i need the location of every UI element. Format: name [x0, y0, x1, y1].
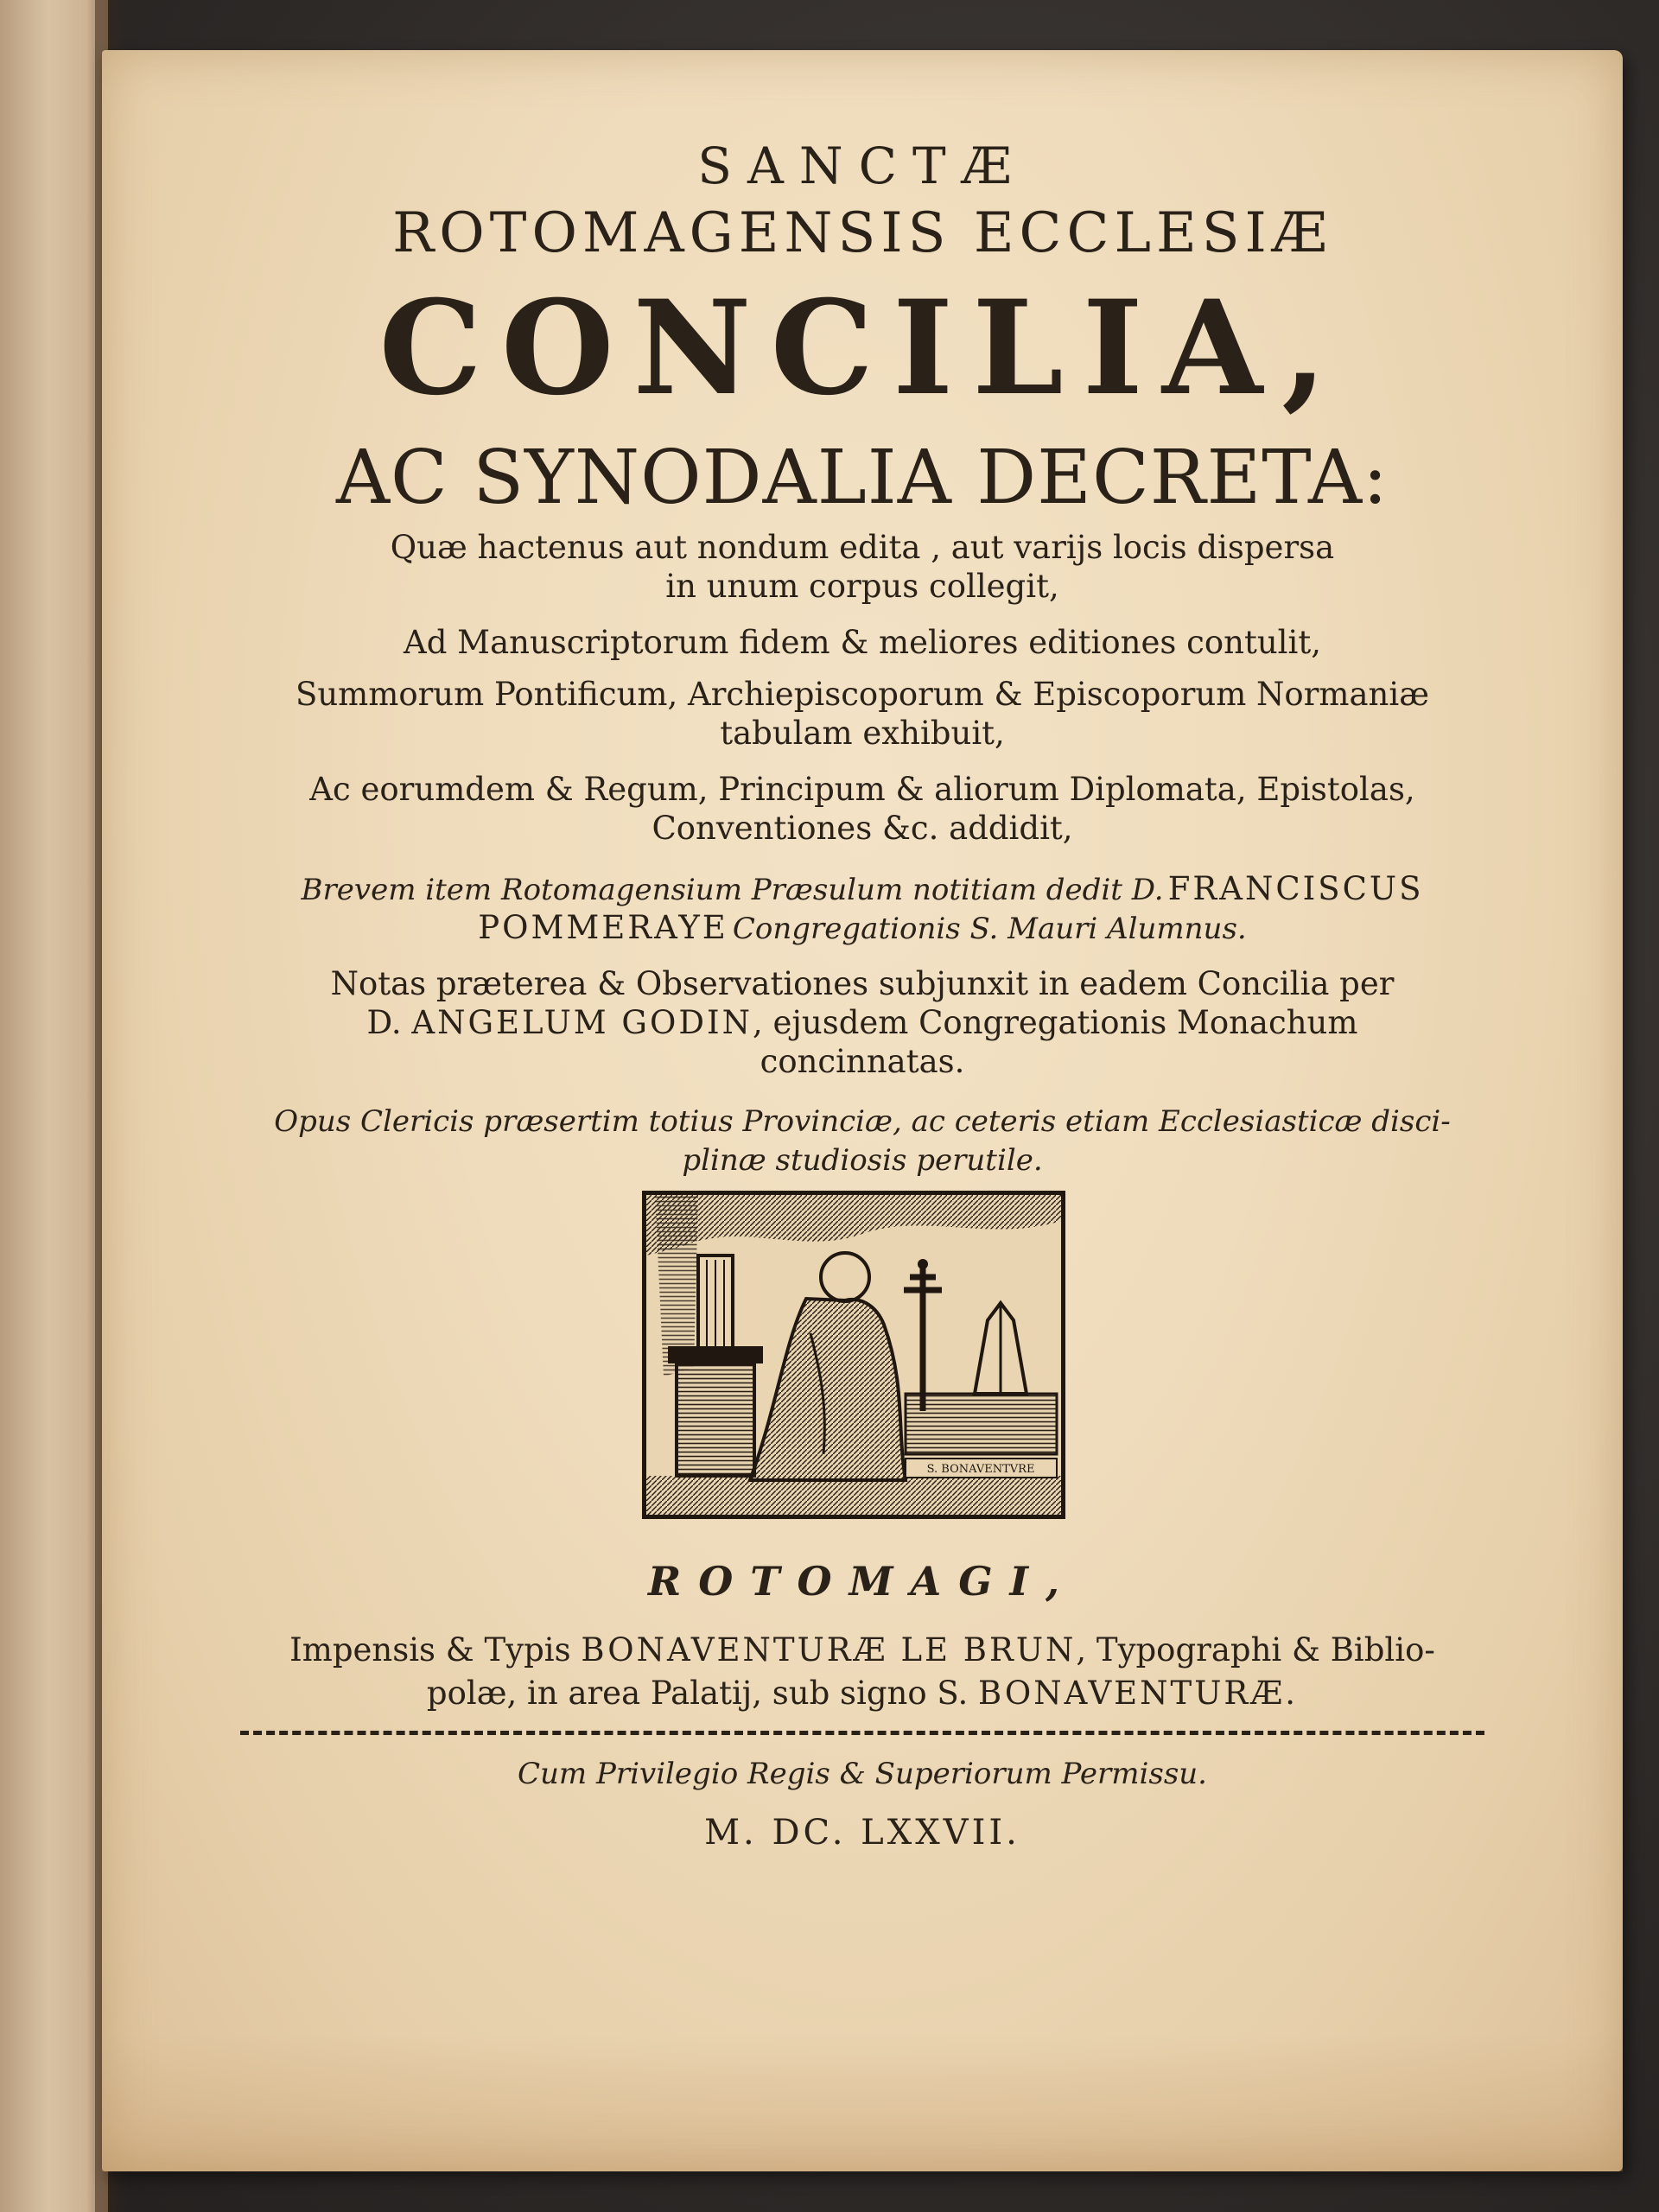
author-line-1-italic: Brevem item Rotomagensium Præsulum notitiam dedit D.: [301, 873, 1164, 907]
author-surname: POMMERAYE: [478, 909, 728, 946]
divider-rule: [240, 1731, 1484, 1735]
imprint-line-1-a: Impensis & Typis: [289, 1631, 571, 1669]
dedication-line-2: plinæ studiosis perutile.: [682, 1143, 1043, 1178]
author-line-2: [180, 910, 1545, 947]
imprint-city: ROTOMAGI,: [647, 1558, 1077, 1605]
notes-suffix: , ejusdem Congregationis Monachum: [752, 1004, 1358, 1041]
author-line-1: [180, 871, 1545, 908]
printer-sign: BONAVENTURÆ.: [977, 1675, 1299, 1712]
description-line-1: Quæ hactenus aut nondum edita , aut varijs locis dispersa: [390, 529, 1335, 566]
notes-line-3: concinnatas.: [760, 1043, 965, 1080]
printer-name: BONAVENTURÆ LE BRUN: [581, 1631, 1077, 1669]
title-line-2: ROTOMAGENSIS ECCLESIÆ: [392, 201, 1332, 265]
description-line-5: tabulam exhibuit,: [720, 715, 1005, 752]
title-line-1: SANCTÆ: [697, 137, 1027, 195]
imprint-line-2: [180, 1675, 1545, 1712]
author-line-2-italic: Congregationis S. Mauri Alumnus.: [732, 912, 1247, 946]
woodcut-caption: S. BONAVENTVRE: [926, 1463, 1035, 1476]
description-line-3: Ad Manuscriptorum fidem & meliores editiones contulit,: [404, 624, 1321, 661]
author-first-name: FRANCISCUS: [1167, 870, 1424, 907]
publication-date: M. DC. LXXVII.: [704, 1813, 1020, 1853]
notes-line-2: [180, 1005, 1545, 1042]
description-line-7: Conventiones &c. addidit,: [652, 810, 1073, 847]
description-line-4: Summorum Pontificum, Archiepiscoporum & Episcoporum Normaniæ: [295, 676, 1429, 713]
dedication-line-1: Opus Clericis præsertim totius Provinciæ, ac ceteris etiam Ecclesiasticæ disci-: [274, 1104, 1451, 1139]
notes-line-1: Notas præterea & Observationes subjunxit in eadem Concilia per: [330, 965, 1395, 1002]
woodcut-saint-kneeling-with-cross: [646, 1195, 1061, 1515]
main-title: CONCILIA,: [378, 272, 1346, 424]
imprint-line-1-b: , Typographi & Biblio-: [1076, 1631, 1435, 1669]
previous-leaf-edge: [0, 0, 108, 2212]
subtitle: AC SYNODALIA DECRETA:: [335, 435, 1389, 521]
title-page: [102, 50, 1623, 2171]
woodcut-illustration: [642, 1191, 1065, 1519]
notes-prefix: D.: [366, 1004, 402, 1041]
imprint-line-1: [180, 1631, 1545, 1669]
annotator-name: ANGELUM GODIN: [411, 1004, 753, 1041]
description-line-2: in unum corpus collegit,: [665, 568, 1059, 605]
description-line-6: Ac eorumdem & Regum, Principum & aliorum Diplomata, Epistolas,: [309, 771, 1415, 808]
imprint-line-2-a: polæ, in area Palatij, sub signo S.: [426, 1675, 969, 1712]
privilege-line: Cum Privilegio Regis & Superiorum Permissu.: [518, 1757, 1207, 1791]
